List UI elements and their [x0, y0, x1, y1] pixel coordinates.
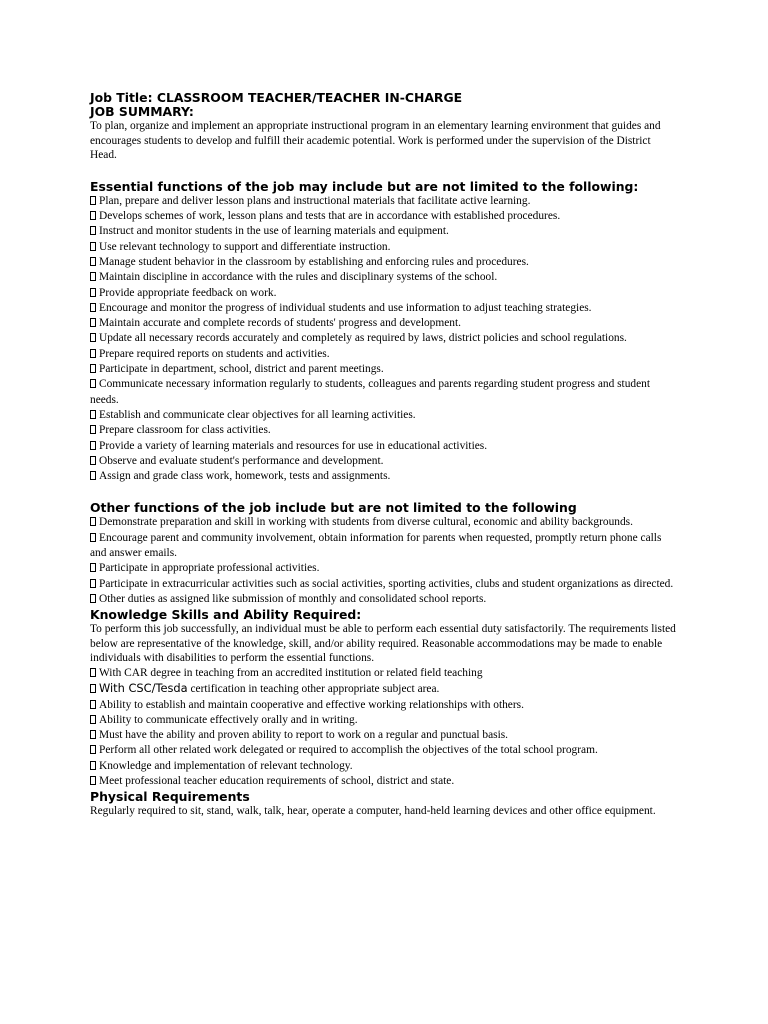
- list-item: Meet professional teacher education requirements of school, district and state.: [90, 774, 678, 789]
- bullet-box-icon: [90, 410, 96, 419]
- list-item: Communicate necessary information regularly to students, colleagues and parents regarding student progress and student needs.: [90, 378, 651, 406]
- list-item: Demonstrate preparation and skill in working with students from diverse cultural, economic and ability backgrounds.: [90, 515, 678, 530]
- bullet-box-icon: [90, 745, 96, 754]
- bullet-box-icon: [90, 425, 96, 434]
- bullet-box-icon: [90, 226, 96, 235]
- knowledge-intro: To perform this job successfully, an individual must be able to perform each essential duty satisfactorily. The requirements listed below are representative of the knowledge, skill, and/or ability required. Reasonable accommodations may be made to enable individuals with disabilities to perform the essential functions.: [90, 623, 676, 665]
- bullet-box-icon: [90, 715, 96, 724]
- bullet-box-icon: [90, 533, 96, 542]
- bullet-box-icon: [90, 776, 96, 785]
- list-item: Update all necessary records accurately and completely as required by laws, district policies and school regulations.: [90, 331, 678, 346]
- list-item: Maintain accurate and complete records of students' progress and development.: [90, 316, 678, 331]
- list-item: Encourage parent and community involvement, obtain information for parents when requested, promptly return phone calls and answer emails.: [90, 531, 662, 560]
- list-item: Provide appropriate feedback on work.: [90, 286, 678, 301]
- physical-requirements-text: Regularly required to sit, stand, walk, talk, hear, operate a computer, hand-held learning devices and other office equipment.: [90, 805, 656, 818]
- bullet-box-icon: [90, 517, 96, 526]
- job-summary-heading: JOB SUMMARY:: [90, 104, 194, 119]
- list-item: Participate in department, school, district and parent meetings.: [90, 362, 678, 377]
- bullet-box-icon: [90, 761, 96, 770]
- bullet-box-icon: [90, 257, 96, 266]
- list-item: With CAR degree in teaching from an accredited institution or related field teaching: [90, 666, 678, 681]
- list-item: Must have the ability and proven ability to report to work on a regular and punctual basis.: [90, 728, 678, 743]
- bullet-box-icon: [90, 196, 96, 205]
- bullet-box-icon: [90, 303, 96, 312]
- essential-functions-list: [90, 194, 678, 485]
- bullet-box-icon: [90, 364, 96, 373]
- bullet-box-icon: [90, 242, 96, 251]
- list-item: Assign and grade class work, homework, tests and assignments.: [90, 469, 678, 484]
- knowledge-list: [90, 666, 678, 789]
- list-item: Other duties as assigned like submission of monthly and consolidated school reports.: [90, 592, 678, 607]
- list-item: Establish and communicate clear objectives for all learning activities.: [90, 408, 678, 423]
- physical-requirements-heading: Physical Requirements: [90, 789, 250, 805]
- list-item: Ability to establish and maintain cooperative and effective working relationships with others.: [90, 698, 678, 713]
- list-item: Observe and evaluate student's performance and development.: [90, 454, 678, 469]
- bullet-box-icon: [90, 441, 96, 450]
- other-functions-heading: Other functions of the job include but are not limited to the following: [90, 500, 577, 516]
- document-page: [90, 91, 678, 819]
- list-item: Maintain discipline in accordance with the rules and disciplinary systems of the school.: [90, 270, 678, 285]
- list-item: Use relevant technology to support and differentiate instruction.: [90, 240, 678, 255]
- bullet-box-icon: [90, 318, 96, 327]
- list-item: Perform all other related work delegated or required to accomplish the objectives of the total school program.: [90, 743, 678, 758]
- job-summary-text: To plan, organize and implement an appropriate instructional program in an elementary learning environment that guides and encourages students to develop and fulfill their academic potential. Work is performed under the supervision of the District Head.: [90, 120, 661, 162]
- other-functions-list: [90, 515, 678, 607]
- list-item: Participate in extracurricular activities such as social activities, sporting activities, clubs and student organizations as directed.: [90, 577, 678, 592]
- bullet-box-icon: [90, 730, 96, 739]
- bullet-box-icon: [90, 668, 96, 677]
- bullet-box-icon: [90, 333, 96, 342]
- bullet-box-icon: [90, 579, 96, 588]
- list-item: Develops schemes of work, lesson plans and tests that are in accordance with established procedures.: [90, 209, 678, 224]
- bullet-box-icon: [90, 700, 96, 709]
- job-title: Job Title: CLASSROOM TEACHER/TEACHER IN-CHARGE: [90, 90, 463, 105]
- bullet-box-icon: [90, 379, 96, 388]
- bullet-box-icon: [90, 211, 96, 220]
- list-item: Provide a variety of learning materials and resources for use in educational activities.: [90, 439, 678, 454]
- knowledge-heading: Knowledge Skills and Ability Required:: [90, 607, 362, 623]
- list-item: Instruct and monitor students in the use of learning materials and equipment.: [90, 224, 678, 239]
- list-item: Knowledge and implementation of relevant technology.: [90, 759, 678, 774]
- list-item: Manage student behavior in the classroom by establishing and enforcing rules and procedures.: [90, 255, 678, 270]
- list-item: Prepare required reports on students and activities.: [90, 347, 678, 362]
- bullet-box-icon: [90, 272, 96, 281]
- list-item: Plan, prepare and deliver lesson plans and instructional materials that facilitate active learning.: [90, 194, 678, 209]
- list-item: With CSC/Tesda certification in teaching other appropriate subject area.: [90, 681, 678, 697]
- list-item: Participate in appropriate professional activities.: [90, 561, 678, 576]
- list-item: Prepare classroom for class activities.: [90, 423, 678, 438]
- list-item: Ability to communicate effectively orally and in writing.: [90, 713, 678, 728]
- bullet-box-icon: [90, 456, 96, 465]
- bullet-box-icon: [90, 471, 96, 480]
- bullet-box-icon: [90, 288, 96, 297]
- bullet-box-icon: [90, 684, 96, 693]
- bullet-box-icon: [90, 349, 96, 358]
- bullet-box-icon: [90, 594, 96, 603]
- bullet-box-icon: [90, 563, 96, 572]
- essential-functions-heading: Essential functions of the job may include but are not limited to the following:: [90, 178, 639, 194]
- list-item: Encourage and monitor the progress of individual students and use information to adjust teaching strategies.: [90, 301, 678, 316]
